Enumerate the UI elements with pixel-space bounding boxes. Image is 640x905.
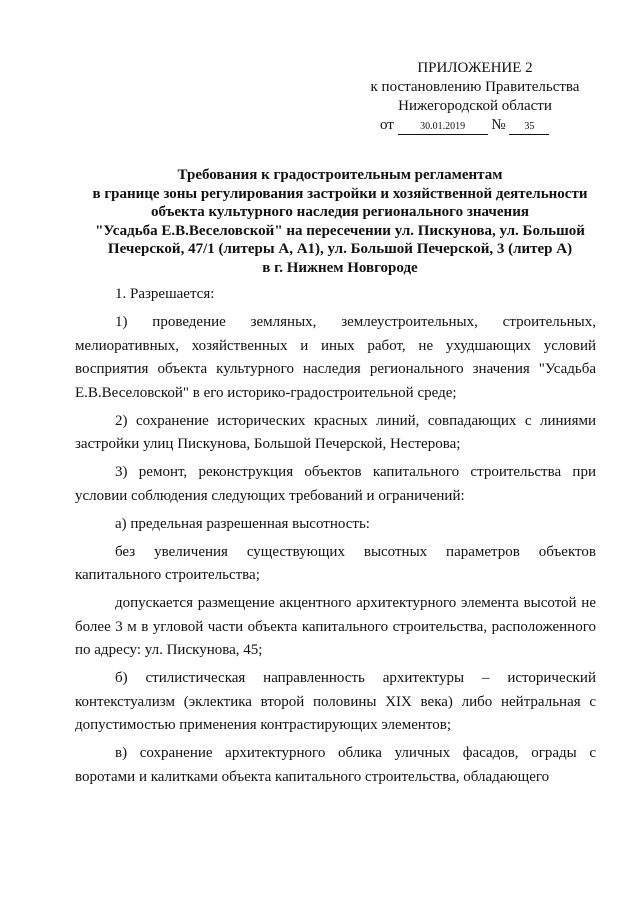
title-line: Печерской, 47/1 (литеры А, А1), ул. Большой Печерской, 3 (литер А) xyxy=(107,241,573,257)
annex-line-1: к постановлению Правительства xyxy=(370,79,580,95)
annex-header xyxy=(360,59,590,135)
title-line: объекта культурного наследия регионального значения xyxy=(151,204,529,220)
document-title xyxy=(60,166,620,277)
date-field: 30.01.2019 xyxy=(398,120,488,135)
document-body xyxy=(75,283,596,794)
paragraph: б) стилистическая направленность архитектуры – исторический контекстуализм (эклектика второй половины XIX века) либо нейтральная с допустимостью применения контрастирующих элементов; xyxy=(75,670,596,733)
paragraph: а) предельная разрешенная высотность: xyxy=(115,515,370,532)
annex-title: ПРИЛОЖЕНИЕ 2 xyxy=(417,60,533,76)
title-line: в границе зоны регулирования застройки и хозяйственной деятельности xyxy=(92,185,588,202)
title-line: Требования к градостроительным регламентам xyxy=(177,167,503,183)
paragraph: 1) проведение земляных, землеустроительных, строительных, мелиоративных, хозяйственных и иных работ, не ухудшающих условий восприятия объекта культурного наследия регионального значения "Усадьба Е.В.Веселовской" в его историко-градостроительной среде; xyxy=(75,314,596,401)
number-field: 35 xyxy=(509,120,549,135)
title-line: "Усадьба Е.В.Веселовской" на пересечении ул. Пискунова, ул. Большой xyxy=(95,222,585,239)
number-label: № xyxy=(491,117,506,133)
from-label: от xyxy=(380,117,394,133)
paragraph: 1. Разрешается: xyxy=(115,286,215,302)
paragraph: 2) сохранение исторических красных линий, совпадающих с линиями застройки улиц Пискунова, Большой Печерской, Нестерова; xyxy=(75,412,596,452)
paragraph: допускается размещение акцентного архитектурного элемента высотой не более 3 м в угловой части объекта капитального строительства, расположенного по адресу: ул. Пискунова, 45; xyxy=(75,595,596,658)
title-line: в г. Нижнем Новгороде xyxy=(262,259,418,276)
paragraph: без увеличения существующих высотных параметров объектов капитального строительства; xyxy=(75,543,596,583)
paragraph: 3) ремонт, реконструкция объектов капитального строительства при условии соблюдения следующих требований и ограничений: xyxy=(75,464,596,504)
annex-line-2: Нижегородской области xyxy=(398,98,552,114)
annex-date-line xyxy=(360,116,590,135)
paragraph: в) сохранение архитектурного облика уличных фасадов, ограды с воротами и калитками объекта капитального строительства, обладающего xyxy=(75,745,596,785)
